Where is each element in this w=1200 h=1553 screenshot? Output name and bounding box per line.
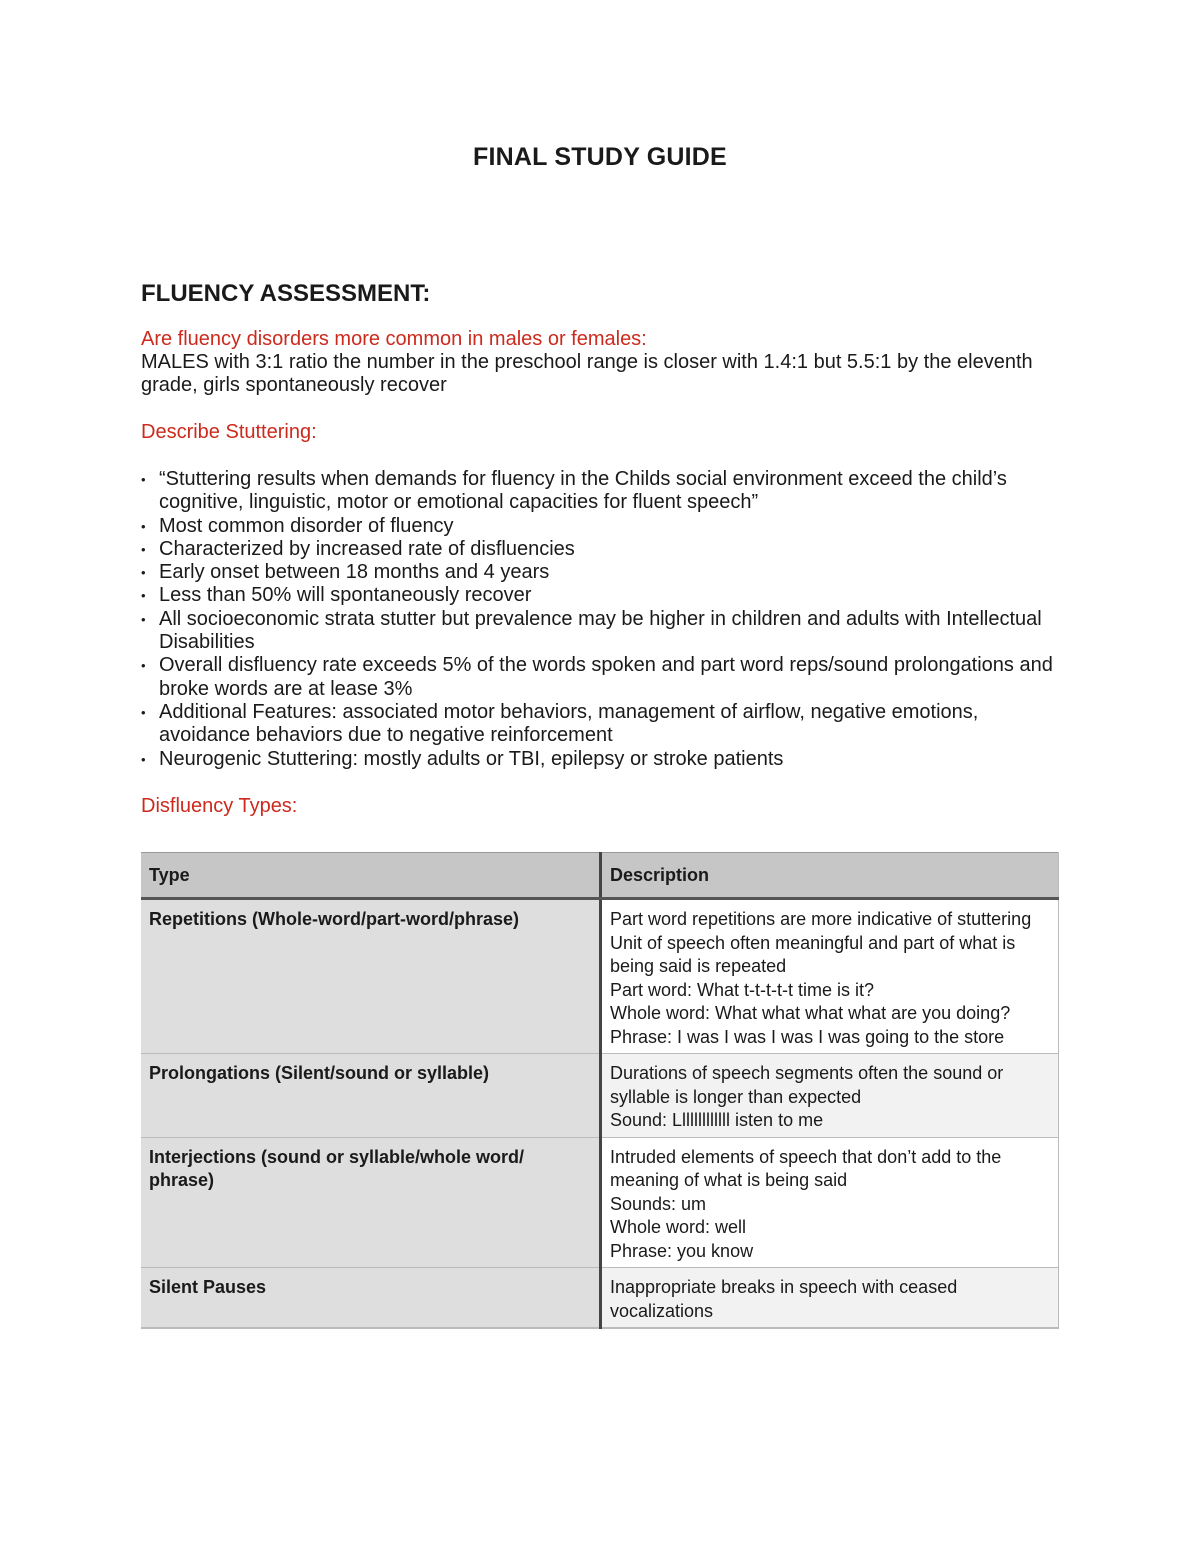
description-cell [601,1137,1059,1268]
description-line: Part word repetitions are more indicative of stuttering [610,909,1032,929]
description-line: Phrase: you know [610,1240,754,1261]
list-item: • Neurogenic Stuttering: mostly adults or TBI, epilepsy or stroke patients [141,748,1061,771]
description-line: Sounds: um [610,1193,707,1214]
fluency-section [141,280,1061,818]
list-item: • Overall disfluency rate exceeds 5% of the words spoken and part word reps/sound prolongations and broke words are at lease 3% [141,654,1061,701]
list-item: • Most common disorder of fluency [141,515,1061,538]
description-line: Intruded elements of speech that don’t add to the meaning of what is being said [610,1146,1002,1190]
question-describe-stuttering: Describe Stuttering: [141,421,317,443]
description-cell [601,1268,1059,1329]
table-row [141,1054,1059,1138]
document-title: FINAL STUDY GUIDE [473,143,727,171]
description-cell [601,1054,1059,1138]
column-header-type: Type [141,853,601,899]
table-row [141,899,1059,1054]
question-disfluency-types: Disfluency Types: [141,794,298,817]
description-line: Sound: Lllllllllllll isten to me [610,1110,824,1130]
type-cell: Silent Pauses [141,1268,601,1329]
disfluency-types-table [141,852,1059,1329]
list-item: • “Stuttering results when demands for fluency in the Childs social environment exceed the child’s cognitive, linguistic, motor or emotional capacities for fluent speech” [141,468,1061,515]
type-cell: Prolongations (Silent/sound or syllable) [141,1054,601,1138]
section-heading: FLUENCY ASSESSMENT: [141,280,431,307]
question-gender: Are fluency disorders more common in males or females: [141,328,647,350]
description-line: Inappropriate breaks in speech with ceased vocalizations [610,1277,958,1321]
description-line: Phrase: I was I was I was I was going to the store [610,1026,1005,1047]
description-line: Whole word: well [610,1217,747,1237]
table-header-row [141,853,1059,899]
table-row [141,1268,1059,1329]
list-item: • Additional Features: associated motor behaviors, management of airflow, negative emotions, avoidance behaviors due to negative reinforcement [141,701,1061,748]
list-item: • Characterized by increased rate of disfluencies [141,538,1061,561]
description-line: Unit of speech often meaningful and part of what is being said is repeated [610,932,1016,976]
list-item: • Less than 50% will spontaneously recover [141,584,1061,607]
description-line: Durations of speech segments often the sound or syllable is longer than expected [610,1063,1004,1107]
description-cell [601,899,1059,1054]
description-line: Whole word: What what what what are you doing? [610,1003,1011,1023]
description-line: Part word: What t-t-t-t-t time is it? [610,979,875,1000]
list-item: • All socioeconomic strata stutter but prevalence may be higher in children and adults with Intellectual Disabilities [141,608,1061,655]
stuttering-bullet-list [141,468,1061,771]
answer-gender: MALES with 3:1 ratio the number in the preschool range is closer with 1.4:1 but 5.5:1 by the eleventh grade, girls spontaneously recover [141,351,1033,396]
type-cell: Repetitions (Whole-word/part-word/phrase) [141,899,601,1054]
list-item: • Early onset between 18 months and 4 years [141,561,1061,584]
table-row [141,1137,1059,1268]
type-cell: Interjections (sound or syllable/whole word/ phrase) [141,1137,601,1268]
column-header-description: Description [601,853,1059,899]
